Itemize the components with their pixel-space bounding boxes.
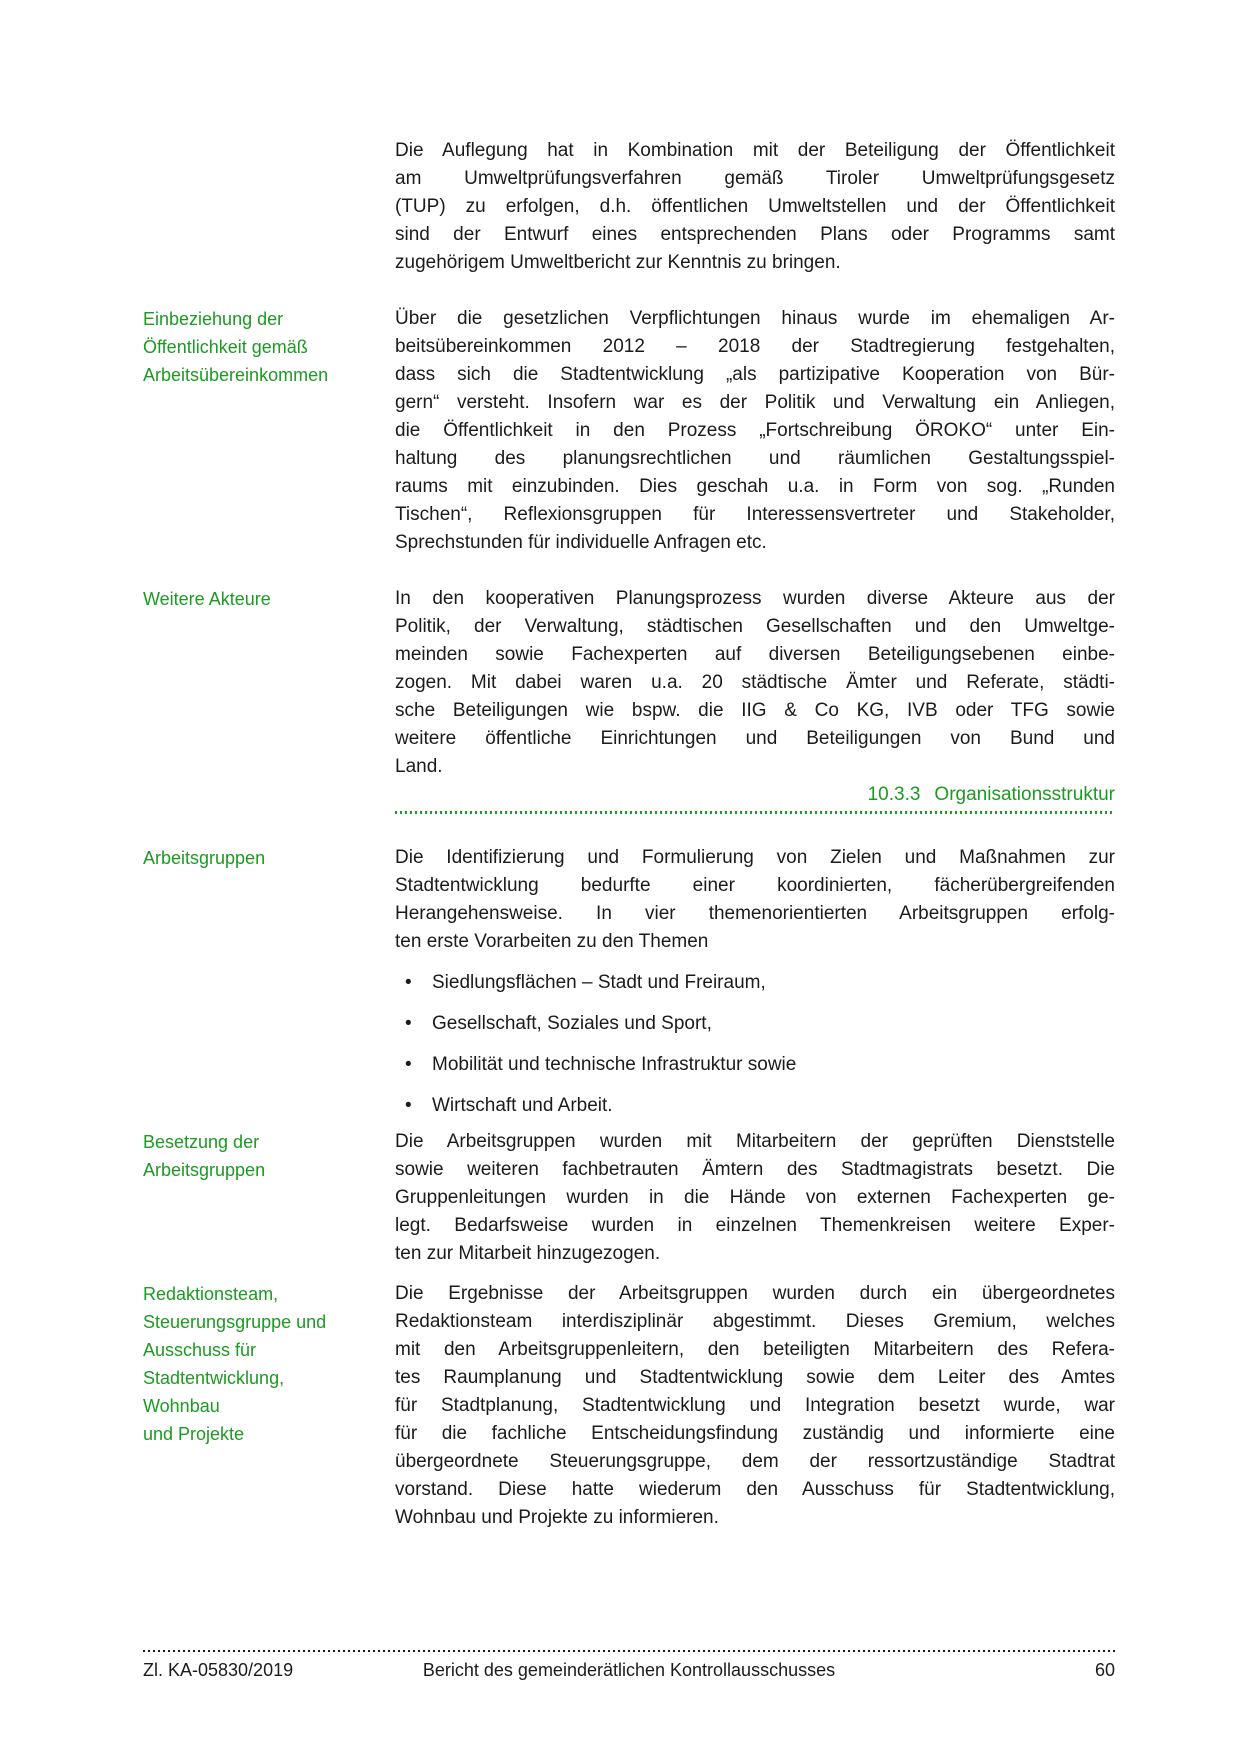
paragraph-line: haltung des planungsrechtlichen und räumlichen Gestaltungsspiel- — [395, 448, 1115, 469]
page-footer — [143, 1650, 1115, 1681]
margin-label-line: Wohnbau — [143, 1396, 220, 1416]
paragraph-line: Tischen“, Reflexionsgruppen für Interessensvertreter und Stakeholder, — [395, 504, 1115, 525]
paragraph-line: raums mit einzubinden. Dies geschah u.a. in Form von sog. „Runden — [395, 476, 1115, 497]
paragraph-line: Herangehensweise. In vier themenorientierten Arbeitsgruppen erfolg- — [395, 903, 1115, 924]
paragraph-line: am Umweltprüfungsverfahren gemäß Tiroler Umweltprüfungsgesetz — [395, 168, 1115, 189]
section-heading-organisationsstruktur — [143, 781, 1115, 814]
page-content — [143, 137, 1115, 1532]
paragraph-line: sind der Entwurf eines entsprechenden Plans oder Programms samt — [395, 224, 1115, 245]
paragraph-line: meinden sowie Fachexperten auf diversen Beteiligungsebenen einbe- — [395, 644, 1115, 665]
margin-label-line: Arbeitsgruppen — [143, 1160, 266, 1180]
paragraph-line: (TUP) zu erfolgen, d.h. öffentlichen Umweltstellen und der Öffentlichkeit — [395, 196, 1115, 217]
paragraph-line: vorstand. Diese hatte wiederum den Ausschuss für Stadtentwicklung, — [395, 1479, 1115, 1500]
paragraph-line: Gruppenleitungen wurden in die Hände von externen Fachexperten ge- — [395, 1187, 1115, 1208]
paragraph — [395, 844, 1115, 1120]
section-einbeziehung — [143, 305, 1115, 557]
paragraph-line: legt. Bedarfsweise wurden in einzelnen Themenkreisen weitere Exper- — [395, 1215, 1115, 1236]
margin-label — [143, 1128, 395, 1268]
bullet-item — [395, 1010, 1115, 1038]
heading-block — [395, 781, 1115, 814]
paragraph-line: sowie weiteren fachbetrauten Ämtern des Stadtmagistrats besetzt. Die — [395, 1159, 1115, 1180]
paragraph-line: Stadtentwicklung bedurfte einer koordinierten, fächerübergreifenden — [395, 875, 1115, 896]
bullet-item — [395, 1092, 1115, 1120]
margin-label-line: Steuerungsgruppe und — [143, 1312, 327, 1332]
paragraph-line: weitere öffentliche Einrichtungen und Beteiligungen von Bund und — [395, 728, 1115, 749]
bullet-dot-icon: • — [405, 1095, 412, 1116]
section-besetzung — [143, 1128, 1115, 1268]
paragraph-line: Die Auflegung hat in Kombination mit der Beteiligung der Öffentlichkeit — [395, 140, 1115, 161]
heading-dotted-rule — [395, 811, 1115, 814]
paragraph-line: Politik, der Verwaltung, städtischen Gesellschaften und den Umweltge- — [395, 616, 1115, 637]
bullet-item — [395, 1051, 1115, 1079]
heading-title: Organisationsstruktur — [934, 784, 1115, 805]
paragraph-line: gern“ versteht. Insofern war es der Politik und Verwaltung ein Anliegen, — [395, 392, 1115, 413]
paragraph-line: zugehörigem Umweltbericht zur Kenntnis zu bringen. — [395, 252, 841, 273]
paragraph-line: Redaktionsteam interdisziplinär abgestimmt. Dieses Gremium, welches — [395, 1311, 1115, 1332]
margin-label-line: Stadtentwicklung, — [143, 1368, 285, 1388]
paragraph — [395, 585, 1115, 781]
section-heading — [395, 781, 1115, 809]
bullet-text: Mobilität und technische Infrastruktur sowie — [432, 1054, 797, 1075]
paragraph-line: dass sich die Stadtentwicklung „als partizipative Kooperation von Bür- — [395, 364, 1115, 385]
footer-row — [143, 1659, 1115, 1681]
bullet-list — [395, 969, 1115, 1120]
paragraph — [395, 1280, 1115, 1532]
margin-label — [143, 305, 395, 557]
section-arbeitsgruppen — [143, 844, 1115, 1120]
paragraph-line: Sprechstunden für individuelle Anfragen etc. — [395, 532, 767, 553]
paragraph — [395, 305, 1115, 557]
bullet-dot-icon: • — [405, 1054, 412, 1075]
paragraph-line: beitsübereinkommen 2012 – 2018 der Stadtregierung festgehalten, — [395, 336, 1115, 357]
margin-label-line: Öffentlichkeit gemäß — [143, 337, 308, 357]
footer-page-number: 60 — [1094, 1660, 1115, 1680]
paragraph-line: Die Ergebnisse der Arbeitsgruppen wurden durch ein übergeordnetes — [395, 1283, 1115, 1304]
bullet-item — [395, 969, 1115, 997]
footer-dotted-rule — [143, 1650, 1115, 1652]
footer-reference: Zl. KA-05830/2019 — [143, 1660, 294, 1680]
paragraph-line: tes Raumplanung und Stadtentwicklung sowie dem Leiter des Amtes — [395, 1367, 1115, 1388]
paragraph-line: ten zur Mitarbeit hinzugezogen. — [395, 1243, 661, 1264]
paragraph-line: mit den Arbeitsgruppenleitern, den beteiligten Mitarbeitern des Refera- — [395, 1339, 1115, 1360]
paragraph — [395, 1128, 1115, 1268]
paragraph-line: für die fachliche Entscheidungsfindung zuständig und informierte eine — [395, 1423, 1115, 1444]
paragraph-line: Wohnbau und Projekte zu informieren. — [395, 1507, 719, 1528]
heading-number: 10.3.3 — [867, 784, 921, 805]
bullet-text: Siedlungsflächen – Stadt und Freiraum, — [432, 972, 766, 993]
paragraph-line: Die Arbeitsgruppen wurden mit Mitarbeitern der geprüften Dienststelle — [395, 1131, 1115, 1152]
paragraph-line: Land. — [395, 756, 443, 777]
margin-label-line: und Projekte — [143, 1424, 245, 1444]
paragraph — [395, 137, 1115, 277]
margin-label-line: Arbeitsgruppen — [143, 848, 266, 868]
margin-label-line: Ausschuss für — [143, 1340, 257, 1360]
paragraph-line: sche Beteiligungen wie bspw. die IIG & Co KG, IVB oder TFG sowie — [395, 700, 1115, 721]
section-redaktionsteam — [143, 1280, 1115, 1532]
margin-label-line: Arbeitsübereinkommen — [143, 365, 329, 385]
margin-label-line: Einbeziehung der — [143, 309, 284, 329]
bullet-dot-icon: • — [405, 1013, 412, 1034]
margin-label-empty — [143, 781, 395, 814]
margin-label-line: Redaktionsteam, — [143, 1284, 279, 1304]
paragraph-line: für Stadtplanung, Stadtentwicklung und Integration besetzt wurde, war — [395, 1395, 1115, 1416]
bullet-text: Wirtschaft und Arbeit. — [432, 1095, 613, 1116]
margin-label-line: Weitere Akteure — [143, 589, 271, 609]
bullet-text: Gesellschaft, Soziales und Sport, — [432, 1013, 712, 1034]
paragraph-line: die Öffentlichkeit in den Prozess „Fortschreibung ÖROKO“ unter Ein- — [395, 420, 1115, 441]
margin-label-empty — [143, 137, 395, 277]
paragraph-line: ten erste Vorarbeiten zu den Themen — [395, 931, 709, 952]
margin-label — [143, 1280, 395, 1532]
paragraph-line: zogen. Mit dabei waren u.a. 20 städtische Ämter und Referate, städti- — [395, 672, 1115, 693]
footer-title: Bericht des gemeinderätlichen Kontrollausschusses — [422, 1660, 836, 1680]
paragraph-line: Die Identifizierung und Formulierung von Zielen und Maßnahmen zur — [395, 847, 1115, 868]
paragraph-line: Über die gesetzlichen Verpflichtungen hinaus wurde im ehemaligen Ar- — [395, 308, 1115, 329]
section-auflegung — [143, 137, 1115, 277]
section-weitere-akteure — [143, 585, 1115, 781]
paragraph-line: übergeordnete Steuerungsgruppe, dem der ressortzuständige Stadtrat — [395, 1451, 1115, 1472]
bullet-dot-icon: • — [405, 972, 412, 993]
paragraph-line: In den kooperativen Planungsprozess wurden diverse Akteure aus der — [395, 588, 1115, 609]
margin-label-line: Besetzung der — [143, 1132, 260, 1152]
margin-label — [143, 585, 395, 781]
margin-label — [143, 844, 395, 1120]
